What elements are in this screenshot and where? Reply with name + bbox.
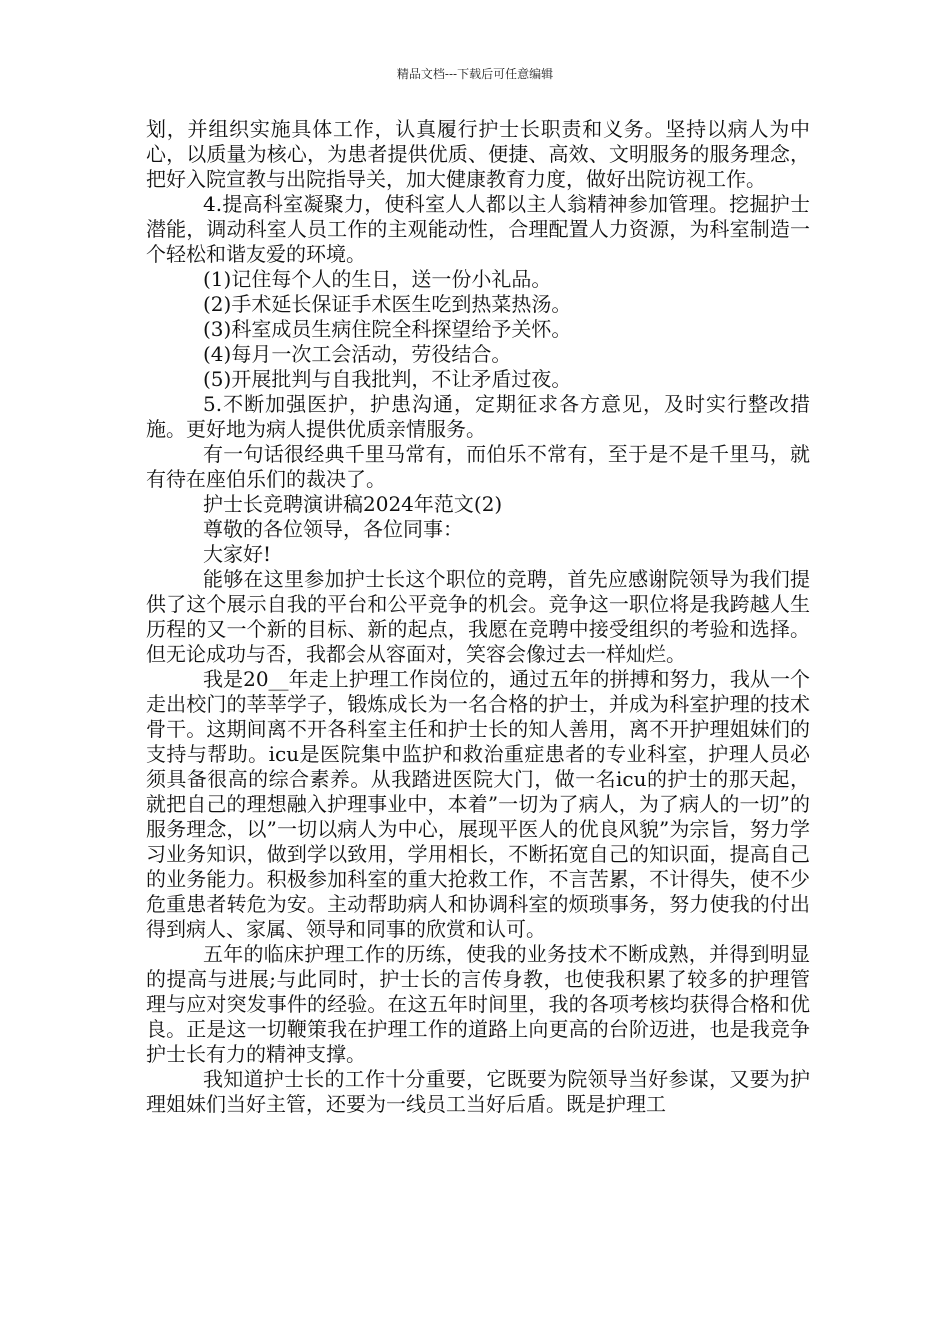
paragraph: 4.提高科室凝聚力，使科室人人都以主人翁精神参加管理。挖掘护士潜能，调动科室人员工作的主观能动性，合理配置人力资源，为科室制造一个轻松和谐友爱的环境。 bbox=[146, 192, 810, 266]
list-item: (3)科室成员生病住院全科探望给予关怀。 bbox=[203, 317, 572, 341]
paragraph: 5.不断加强医护，护患沟通，定期征求各方意见，及时实行整改措施。更好地为病人提供优质亲情服务。 bbox=[146, 392, 810, 441]
paragraph: 划，并组织实施具体工作，认真履行护士长职责和义务。坚持以病人为中心，以质量为核心，为患者提供优质、便捷、高效、文明服务的服务理念，把好入院宣教与出院指导关，加大健康教育力度，做好出院访视工作。 bbox=[146, 117, 810, 191]
document-body bbox=[146, 117, 810, 1117]
paragraph: 我知道护士长的工作十分重要，它既要为院领导当好参谋，又要为护理姐妹们当好主管，还要为一线员工当好后盾。既是护理工 bbox=[146, 1067, 810, 1116]
list-item: (2)手术延长保证手术医生吃到热菜热汤。 bbox=[203, 292, 572, 316]
greeting: 大家好! bbox=[203, 542, 272, 566]
page-header: 精品文档---下载后可任意编辑 bbox=[396, 67, 554, 81]
list-item: (1)记住每个人的生日，送一份小礼品。 bbox=[203, 267, 552, 291]
paragraph: 五年的临床护理工作的历练，使我的业务技术不断成熟，并得到明显的提高与进展;与此同时，护士长的言传身教，也使我积累了较多的护理管理与应对突发事件的经验。在这五年时间里，我的各项考核均获得合格和优良。正是这一切鞭策我在护理工作的道路上向更高的台阶迈进，也是我竞争护士长有力的精神支撑。 bbox=[146, 942, 810, 1066]
section-title: 护士长竞聘演讲稿2024年范文(2) bbox=[203, 492, 503, 516]
list-item: (4)每月一次工会活动，劳役结合。 bbox=[203, 342, 512, 366]
paragraph: 有一句话很经典千里马常有，而伯乐不常有，至于是不是千里马，就有待在座伯乐们的裁决了。 bbox=[146, 442, 810, 491]
paragraph: 我是20__年走上护理工作岗位的，通过五年的拼搏和努力，我从一个走出校门的莘莘学子，锻炼成长为一名合格的护士，并成为科室护理的技术骨干。这期间离不开各科室主任和护士长的知人善用，离不开护理姐妹们的支持与帮助。icu是医院集中监护和救治重症患者的专业科室，护理人员必须具备很高的综合素养。从我踏进医院大门，做一名icu的护士的那天起，就把自己的理想融入护理事业中，本着”一切为了病人，为了病人的一切”的服务理念，以”一切以病人为中心，展现平医人的优良风貌”为宗旨，努力学习业务知识，做到学以致用，学用相长，不断拓宽自己的知识面，提高自己的业务能力。积极参加科室的重大抢救工作，不言苦累，不计得失，使不少危重患者转危为安。主动帮助病人和协调科室的烦琐事务，努力使我的付出得到病人、家属、领导和同事的欣赏和认可。 bbox=[146, 667, 810, 941]
list-item: (5)开展批判与自我批判，不让矛盾过夜。 bbox=[203, 367, 572, 391]
salutation: 尊敬的各位领导，各位同事： bbox=[203, 517, 463, 541]
paragraph: 能够在这里参加护士长这个职位的竞聘，首先应感谢院领导为我们提供了这个展示自我的平台和公平竞争的机会。竞争这一职位将是我跨越人生历程的又一个新的目标、新的起点，我愿在竞聘中接受组织的考验和选择。但无论成功与否，我都会从容面对，笑容会像过去一样灿烂。 bbox=[146, 567, 810, 666]
